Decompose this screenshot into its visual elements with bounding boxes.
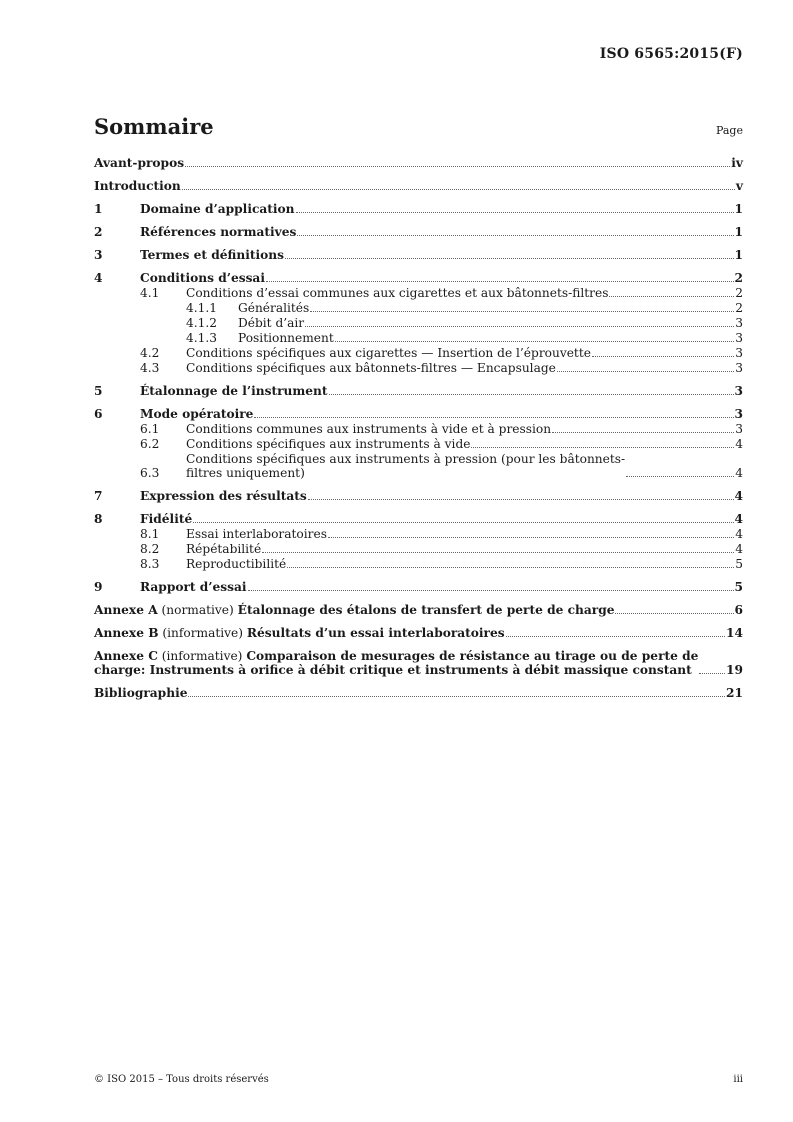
toc-entry-title [238,316,304,330]
toc-entry[interactable] [94,422,743,436]
toc-entry-title [186,542,261,556]
toc-entry-page: 2 [735,301,743,315]
toc-entry-title [94,626,505,640]
toc-entry-title [238,301,309,315]
toc-entry-title [94,179,181,193]
toc-entry-title-text: Débit d’air [238,316,305,330]
toc-entry-title [140,271,265,285]
toc-entry-title [186,527,327,541]
toc-entry-title [186,452,625,480]
toc-entry[interactable] [94,316,743,330]
toc-entry-number: 6 [94,407,103,421]
copyright-notice: © ISO 2015 – Tous droits réservés [94,1074,269,1085]
toc-entry-page: 21 [726,686,743,700]
toc-entry-title [94,156,184,170]
toc-entry-title [186,361,556,375]
toc-entry-page: 3 [735,422,743,436]
dot-leader [193,522,733,523]
toc-entry-title [94,603,614,617]
toc-entry-title-text: Conditions spécifiques aux bâtonnets-filtres — Encapsulage [186,361,556,375]
toc-entry-page: 1 [734,225,743,239]
page-number: iii [733,1074,743,1085]
toc-entry-page: 19 [726,663,743,677]
toc-entry-number: 6.2 [140,437,160,451]
toc-entry-title-text: Domaine d’application [140,202,295,216]
toc-entry-number: 4.1.2 [186,316,218,330]
dot-leader [287,567,734,568]
toc-entry[interactable] [94,361,743,375]
toc-entry-title-text: Conditions spécifiques aux instruments à vide [186,437,471,451]
toc-entry-number: 4.2 [140,346,160,360]
toc-entry[interactable] [94,346,743,360]
toc-entry[interactable] [94,179,743,193]
table-of-contents [94,156,743,700]
toc-entry-page: 5 [734,580,743,594]
toc-entry-page: 3 [735,346,743,360]
annex-kind: (informative) [161,649,243,663]
dot-leader [305,326,734,327]
toc-entry[interactable] [94,542,743,556]
toc-entry-page: 3 [734,384,743,398]
toc-entry-title-text: Bibliographie [94,686,188,700]
toc-entry-number: 2 [94,225,103,239]
toc-entry-title [238,331,334,345]
dot-leader [182,189,735,190]
dot-leader [615,613,733,614]
dot-leader [297,235,733,236]
toc-entry-page: 4 [735,437,743,451]
toc-entry-title [140,225,296,239]
toc-entry-title-text: Introduction [94,179,181,193]
toc-entry-title [140,407,253,421]
toc-entry-number: 4.3 [140,361,160,375]
toc-entry-number: 4.1.3 [186,331,218,345]
toc-entry[interactable] [94,452,743,480]
toc-entry-number: 6.3 [140,466,160,480]
toc-entry-title-text: Étalonnage de l’instrument [140,384,328,398]
toc-entry-title-text: Conditions spécifiques aux instruments à pression (pour les bâtonnets- [186,452,626,466]
page-title: Sommaire [94,114,214,139]
toc-entry[interactable] [94,580,743,594]
toc-entry[interactable] [94,286,743,300]
toc-entry-title-text: Essai interlaboratoires [186,527,327,541]
toc-entry-page: 4 [735,466,743,480]
toc-entry-page: 1 [734,202,743,216]
toc-entry[interactable] [94,603,743,617]
toc-entry-title-text: Conditions d’essai communes aux cigarettes et aux bâtonnets-filtres [186,286,609,300]
annex-title: Comparaison de mesurages de résistance au tirage ou de perte de [246,649,699,663]
dot-leader [592,356,734,357]
toc-entry-title-continued: filtres uniquement) [186,466,305,480]
toc-entry-title [186,422,551,436]
toc-entry-title-text: Rapport d’essai [140,580,247,594]
toc-entry-title [140,489,307,503]
toc-entry-page: 5 [735,557,743,571]
toc-entry-title-text: Avant-propos [94,156,185,170]
toc-entry-title-text: Répétabilité [186,542,262,556]
dot-leader [296,212,734,213]
dot-leader [262,552,734,553]
toc-entry[interactable] [94,512,743,526]
dot-leader [254,417,733,418]
toc-entry[interactable] [94,301,743,315]
toc-entry-title [94,649,698,677]
annex-label: Annexe B [94,626,159,640]
toc-entry-page: 14 [726,626,743,640]
toc-entry[interactable] [94,225,743,239]
dot-leader [308,499,734,500]
annex-label: Annexe A [94,603,158,617]
dot-leader [699,673,725,674]
dot-leader [248,590,734,591]
title-row [94,114,743,139]
toc-entry[interactable] [94,271,743,285]
annex-title-continued: charge: Instruments à orifice à débit critique et instruments à débit massique constant [94,663,692,677]
toc-entry-title [140,512,192,526]
toc-entry-title [140,202,295,216]
toc-entry-title-text: Termes et définitions [140,248,284,262]
toc-entry-title [186,437,470,451]
toc-entry[interactable] [94,489,743,503]
annex-kind: (informative) [162,626,244,640]
toc-entry-title-text: Expression des résultats [140,489,307,503]
dot-leader [185,166,730,167]
toc-entry[interactable] [94,156,743,170]
toc-entry[interactable] [94,686,743,700]
toc-entry-page: v [735,179,743,193]
toc-entry[interactable] [94,557,743,571]
toc-entry[interactable] [94,202,743,216]
toc-entry-page: iv [731,156,743,170]
dot-leader [471,447,734,448]
annex-title: Résultats d’un essai interlaboratoires [246,626,505,640]
toc-entry-number: 7 [94,489,103,503]
dot-leader [266,281,734,282]
toc-entry-number: 8 [94,512,103,526]
toc-entry-title-text: Conditions spécifiques aux cigarettes — Insertion de l’éprouvette [186,346,591,360]
dot-leader [285,258,734,259]
toc-entry-title-text: Conditions d’essai [140,271,265,285]
toc-entry-number: 4.1.1 [186,301,218,315]
toc-entry-page: 6 [734,603,743,617]
toc-entry-title [140,384,328,398]
dot-leader [328,537,734,538]
dot-leader [329,394,734,395]
toc-entry-title [186,286,608,300]
toc-entry-number: 8.2 [140,542,160,556]
toc-entry-number: 3 [94,248,103,262]
toc-entry-number: 9 [94,580,103,594]
dot-leader [188,696,725,697]
toc-entry-number: 8.3 [140,557,160,571]
toc-entry-title-text: Mode opératoire [140,407,254,421]
toc-entry[interactable] [94,626,743,640]
annex-title: Étalonnage des étalons de transfert de perte de charge [237,603,615,617]
dot-leader [557,371,734,372]
page-column-label: Page [715,124,743,137]
toc-entry-page: 4 [735,542,743,556]
toc-entry[interactable] [94,527,743,541]
annex-label: Annexe C [94,649,158,663]
toc-entry-page: 3 [735,331,743,345]
toc-entry-number: 5 [94,384,103,398]
annex-kind: (normative) [161,603,234,617]
standard-identifier: ISO 6565:2015(F) [599,46,743,62]
toc-entry-page: 3 [735,316,743,330]
toc-entry-number: 1 [94,202,103,216]
toc-entry-number: 8.1 [140,527,160,541]
dot-leader [506,636,725,637]
toc-entry[interactable] [94,384,743,398]
toc-entry-title [186,346,591,360]
dot-leader [626,476,734,477]
toc-entry-page: 4 [735,527,743,541]
toc-entry-title [186,557,286,571]
dot-leader [609,296,734,297]
toc-entry-page: 2 [735,286,743,300]
toc-entry-title-text: Références normatives [140,225,297,239]
page-footer [94,1074,743,1085]
toc-entry-page: 1 [734,248,743,262]
toc-entry[interactable] [94,407,743,421]
toc-entry-title [140,580,247,594]
toc-entry-page: 3 [734,407,743,421]
toc-entry-title-text: Conditions communes aux instruments à vide et à pression [186,422,552,436]
toc-entry-title-text: Fidélité [140,512,193,526]
dot-leader [552,432,734,433]
toc-entry-number: 6.1 [140,422,160,436]
dot-leader [335,341,734,342]
toc-entry-page: 4 [734,489,743,503]
toc-entry[interactable] [94,331,743,345]
toc-entry[interactable] [94,248,743,262]
toc-entry-title-text: Généralités [238,301,310,315]
toc-entry-page: 4 [734,512,743,526]
toc-entry-title-text: Positionnement [238,331,334,345]
toc-entry-page: 2 [734,271,743,285]
toc-entry[interactable] [94,649,743,677]
dot-leader [310,311,734,312]
toc-entry-title [94,686,187,700]
toc-entry-page: 3 [735,361,743,375]
toc-entry-title-text: Reproductibilité [186,557,287,571]
toc-entry-number: 4.1 [140,286,160,300]
toc-entry[interactable] [94,437,743,451]
toc-entry-title [140,248,284,262]
toc-entry-number: 4 [94,271,103,285]
